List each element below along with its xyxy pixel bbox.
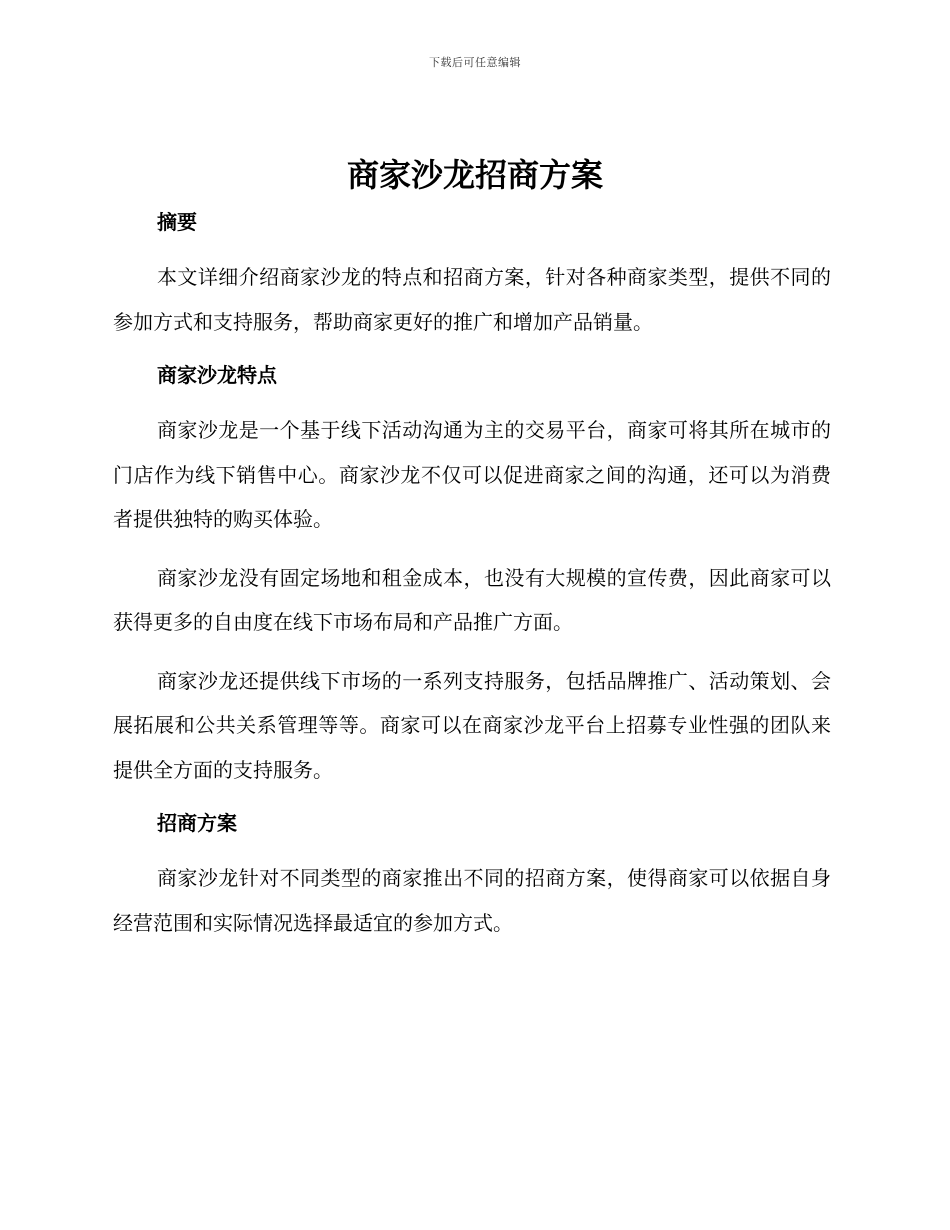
abstract-paragraph: 本文详细介绍商家沙龙的特点和招商方案，针对各种商家类型，提供不同的参加方式和支持服务，帮助商家更好的推广和增加产品销量。 [113,265,831,334]
features-paragraph-3: 商家沙龙还提供线下市场的一系列支持服务，包括品牌推广、活动策划、会展拓展和公共关系管理等等。商家可以在商家沙龙平台上招募专业性强的团队来提供全方面的支持服务。 [113,668,831,782]
features-paragraph-2: 商家沙龙没有固定场地和租金成本，也没有大规模的宣传费，因此商家可以获得更多的自由度在线下市场布局和产品推广方面。 [113,565,831,634]
section-heading-features: 商家沙龙特点 [157,363,277,387]
document-body [113,205,831,945]
document-title: 商家沙龙招商方案 [346,156,603,194]
header-note: 下载后可任意编辑 [429,56,521,69]
features-paragraph-1: 商家沙龙是一个基于线下活动沟通为主的交易平台，商家可将其所在城市的门店作为线下销售中心。商家沙龙不仅可以促进商家之间的沟通，还可以为消费者提供独特的购买体验。 [113,418,831,531]
section-heading-abstract: 摘要 [157,210,197,234]
plan-paragraph: 商家沙龙针对不同类型的商家推出不同的招商方案，使得商家可以依据自身经营范围和实际情况选择最适宜的参加方式。 [113,866,831,935]
section-heading-plan: 招商方案 [157,811,237,835]
